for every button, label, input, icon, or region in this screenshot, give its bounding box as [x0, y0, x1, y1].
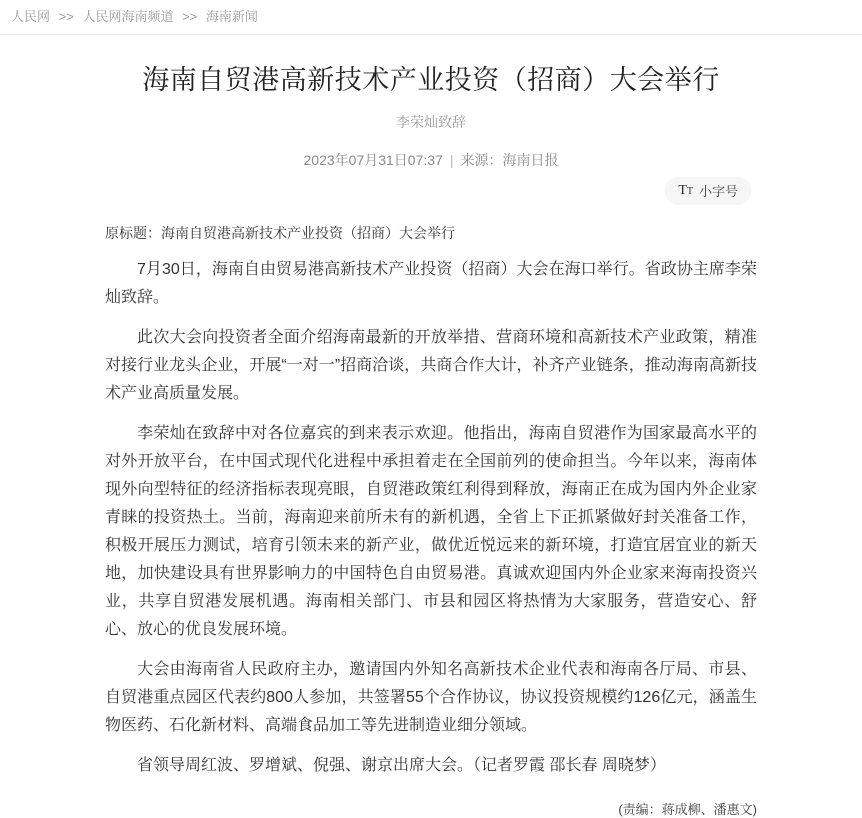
breadcrumb-link-peoples-daily[interactable]: 人民网	[11, 9, 51, 24]
editors-note: (责编：蒋成柳、潘惠文)	[618, 801, 757, 817]
publish-date: 2023年07月31日07:37	[303, 151, 443, 168]
source-label: 来源：	[460, 151, 503, 168]
article-paragraph: 7月30日，海南自由贸易港高新技术产业投资（招商）大会在海口举行。省政协主席李荣灿致辞。	[105, 260, 757, 306]
article-subtitle: 李荣灿致辞	[396, 113, 466, 130]
font-size-icon	[678, 183, 693, 198]
font-size-button[interactable]	[665, 177, 751, 205]
article-meta	[105, 150, 757, 170]
font-size-icon-large-t: T	[678, 182, 687, 198]
font-size-label: 小字号	[698, 183, 738, 199]
article-toolbar	[105, 177, 757, 205]
article-paragraph: 省领导周红波、罗增斌、倪强、谢京出席大会。（记者罗霞 邵长春 周晓梦）	[137, 756, 666, 774]
breadcrumb-separator: >>	[182, 9, 198, 24]
article-paragraph: 此次大会向投资者全面介绍海南最新的开放举措、营商环境和高新技术产业政策，精准对接行业龙头企业，开展“一对一”招商洽谈，共商合作大计，补齐产业链条，推动海南高新技术产业高质量发展。	[105, 328, 757, 402]
original-title	[105, 222, 757, 244]
header-divider	[0, 34, 862, 35]
article-body	[105, 222, 757, 818]
source-link[interactable]: 海南日报	[502, 151, 559, 168]
original-title-text: 海南自贸港高新技术产业投资（招商）大会举行	[161, 224, 455, 241]
breadcrumb-link-hainan-channel[interactable]: 人民网海南频道	[82, 9, 174, 24]
article-paragraph: 李荣灿在致辞中对各位嘉宾的到来表示欢迎。他指出，海南自贸港作为国家最高水平的对外开放平台，在中国式现代化进程中承担着走在全国前列的使命担当。今年以来，海南体现外向型特征的经济指标表现亮眼，自贸港政策红利得到释放，海南正在成为国内外企业家青睐的投资热土。当前，海南迎来前所未有的新机遇，全省上下正抓紧做好封关准备工作，积极开展压力测试，培育引领未来的新产业，做优近悦远来的新环境，打造宜居宜业的新天地，加快建设具有世界影响力的中国特色自由贸易港。真诚欢迎国内外企业家来海南投资兴业，共享自贸港发展机遇。海南相关部门、市县和园区将热情为大家服务，营造安心、舒心、放心的优良发展环境。	[105, 424, 757, 638]
article-title: 海南自贸港高新技术产业投资（招商）大会举行	[142, 65, 720, 95]
article-content	[105, 64, 757, 818]
meta-separator: |	[449, 151, 454, 168]
original-title-label: 原标题：	[105, 224, 161, 241]
font-size-icon-small-t: T	[686, 185, 693, 197]
breadcrumb-separator: >>	[58, 9, 74, 24]
breadcrumb-link-hainan-news[interactable]: 海南新闻	[205, 9, 258, 24]
breadcrumb	[0, 0, 862, 34]
article-paragraph: 大会由海南省人民政府主办，邀请国内外知名高新技术企业代表和海南各厅局、市县、自贸港重点园区代表约800人参加，共签署55个合作协议，协议投资规模约126亿元，涵盖生物医药、石化新材料、高端食品加工等先进制造业细分领域。	[105, 660, 757, 734]
